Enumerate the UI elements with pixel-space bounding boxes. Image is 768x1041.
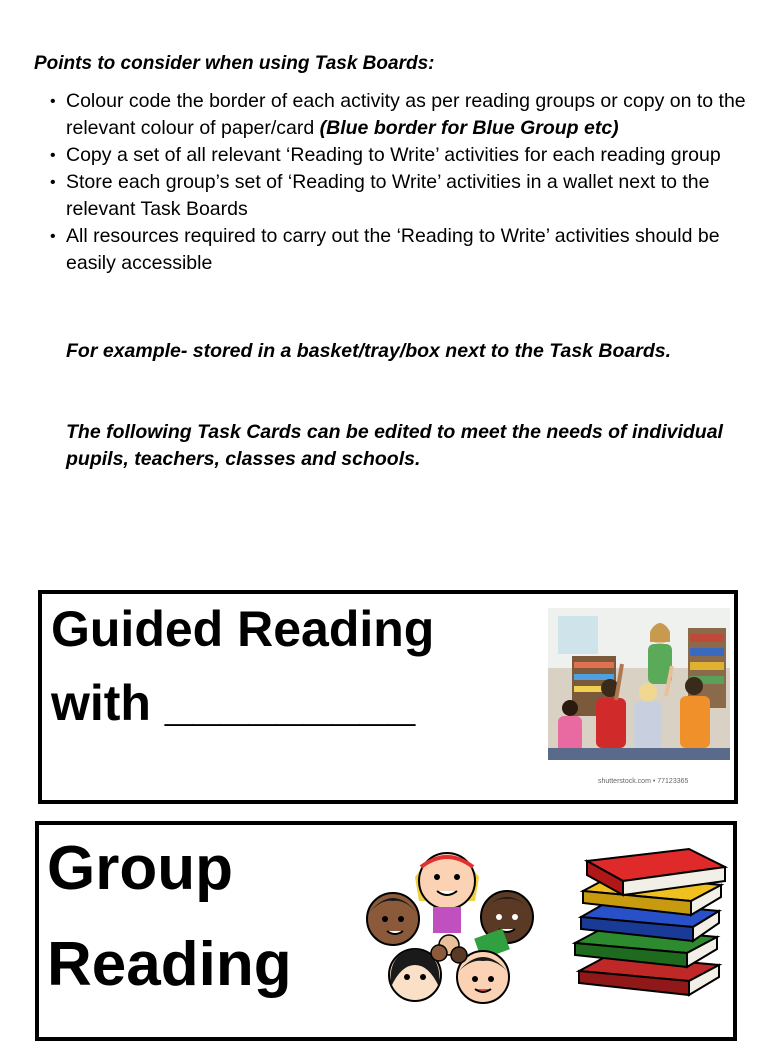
books-stack-icon bbox=[569, 845, 729, 1001]
classroom-photo bbox=[548, 608, 730, 760]
list-item-text: Store each group’s set of ‘Reading to Write’ activities in a wallet next to the relevant Task Boards bbox=[66, 171, 710, 220]
list-item bbox=[48, 142, 748, 169]
list-item bbox=[48, 88, 748, 142]
list-item-text: Colour code the border of each activity as per reading groups or copy on to the relevant colour of paper/card bbox=[66, 90, 746, 139]
task-card-guided-reading bbox=[38, 590, 738, 804]
card-title-line2: with _________ bbox=[51, 675, 416, 731]
list-item-text: All resources required to carry out the ‘Reading to Write’ activities should be easily accessible bbox=[66, 225, 720, 274]
bullet-icon: • bbox=[50, 147, 56, 164]
task-card-group-reading bbox=[35, 821, 737, 1041]
card-title-line1: Guided Reading bbox=[51, 601, 435, 657]
bullet-icon: • bbox=[50, 174, 56, 191]
card-title-line1: Group bbox=[47, 834, 233, 903]
bullet-icon: • bbox=[50, 228, 56, 245]
page-heading: Points to consider when using Task Boards: bbox=[34, 53, 435, 74]
image-credit: shutterstock.com • 77123365 bbox=[598, 778, 689, 785]
example-note: For example- stored in a basket/tray/box next to the Task Boards. bbox=[66, 340, 672, 362]
list-item bbox=[48, 223, 748, 277]
closing-note: The following Task Cards can be edited to meet the needs of individual pupils, teachers, classes and schools. bbox=[66, 421, 723, 470]
children-circle-illustration bbox=[357, 837, 545, 1013]
considerations-list bbox=[48, 88, 748, 277]
list-item-emphasis: (Blue border for Blue Group etc) bbox=[319, 117, 619, 139]
list-item bbox=[48, 169, 748, 223]
bullet-icon: • bbox=[50, 93, 56, 110]
card-title-line2: Reading bbox=[47, 930, 292, 999]
list-item-text: Copy a set of all relevant ‘Reading to Write’ activities for each reading group bbox=[66, 144, 721, 166]
